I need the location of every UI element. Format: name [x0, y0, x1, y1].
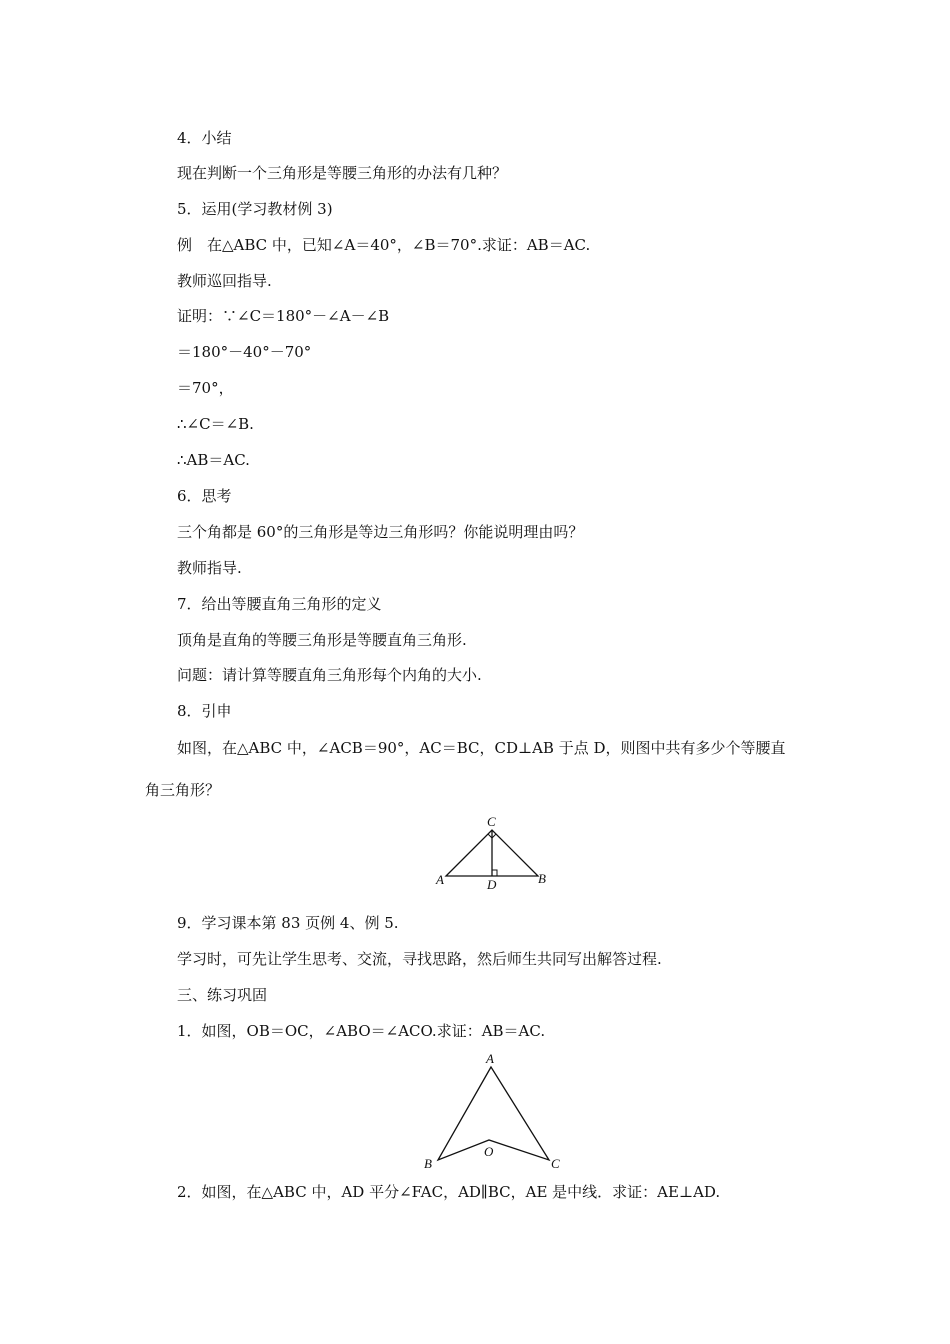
text-line: 现在判断一个三角形是等腰三角形的办法有几种？ — [177, 164, 508, 182]
text-line: 例 在△ABC 中，已知∠A＝40°，∠B＝70°.求证：AB＝AC. — [177, 236, 591, 254]
text-line: 7．给出等腰直角三角形的定义 — [177, 595, 382, 613]
text-line: 三个角都是 60°的三角形是等边三角形吗？你能说明理由吗？ — [177, 523, 584, 541]
text-line: 证明：∵∠C＝180°－∠A－∠B — [177, 307, 390, 325]
text-line: 2．如图，在△ABC 中，AD 平分∠FAC，AD∥BC，AE 是中线．求证：AE⊥AD. — [177, 1183, 721, 1201]
figure-dart-quadrilateral — [420, 1052, 570, 1172]
label-o: O — [484, 1144, 494, 1159]
text-line: 问题：请计算等腰直角三角形每个内角的大小. — [177, 666, 482, 684]
text-line: 9．学习课本第 83 页例 4、例 5. — [177, 914, 399, 932]
text-line: 如图，在△ABC 中，∠ACB＝90°，AC＝BC，CD⊥AB 于点 D，则图中共有多少个等腰直 — [177, 739, 786, 757]
text-line: 6．思考 — [177, 487, 232, 505]
text-line: ∴∠C＝∠B. — [177, 415, 254, 433]
text-line: 5．运用(学习教材例 3) — [177, 200, 333, 218]
label-c: C — [551, 1156, 560, 1171]
text-line: 4．小结 — [177, 129, 232, 147]
right-angle-mark-d — [492, 870, 497, 876]
text-line: 教师指导. — [177, 559, 242, 577]
text-line: 1．如图，OB＝OC，∠ABO＝∠ACO.求证：AB＝AC. — [177, 1022, 546, 1040]
text-line: 三、练习巩固 — [177, 986, 268, 1004]
label-c: C — [487, 814, 496, 829]
label-b: B — [538, 871, 546, 886]
label-b: B — [424, 1156, 432, 1171]
text-line: ＝70°， — [177, 379, 234, 397]
text-line: ＝180°－40°－70° — [177, 343, 312, 361]
text-line: 角三角形？ — [145, 781, 221, 799]
text-line: 学习时，可先让学生思考、交流，寻找思路，然后师生共同写出解答过程. — [177, 950, 662, 968]
figure-right-isosceles-triangle — [430, 812, 550, 892]
label-a: A — [486, 1051, 494, 1066]
quadrilateral-outline — [438, 1067, 549, 1160]
label-d: D — [487, 877, 497, 892]
text-line: 顶角是直角的等腰三角形是等腰直角三角形. — [177, 631, 467, 649]
text-line: ∴AB＝AC. — [177, 451, 250, 469]
label-a: A — [436, 872, 444, 887]
text-line: 教师巡回指导. — [177, 272, 272, 290]
text-line: 8．引申 — [177, 702, 232, 720]
